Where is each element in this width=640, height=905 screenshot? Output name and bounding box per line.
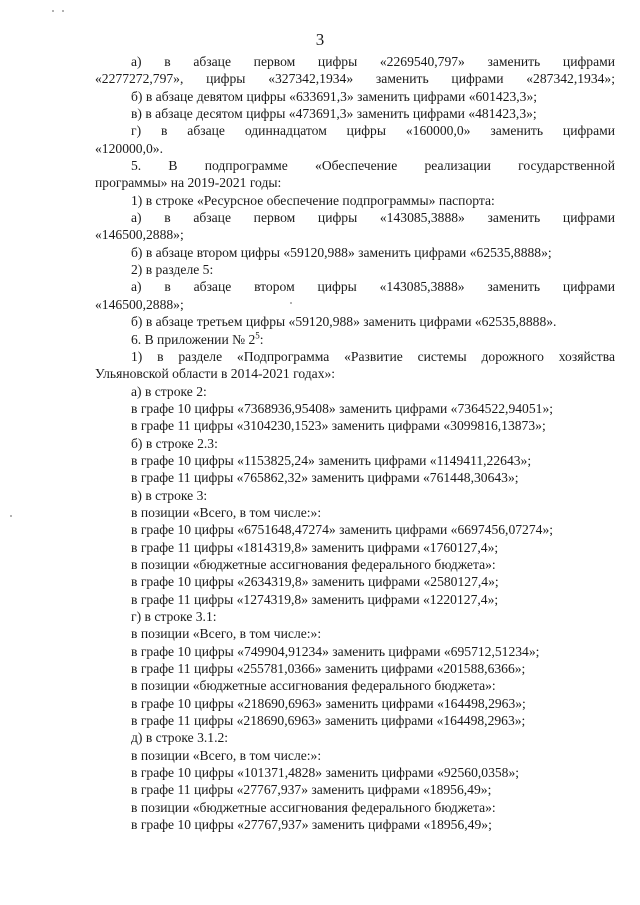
text-line: 1) в разделе «Подпрограмма «Развитие системы дорожного хозяйства [131,348,615,364]
text-line: 2) в разделе 5: [131,262,214,278]
scan-speck [290,302,292,304]
text-line: б) в строке 2.3: [131,435,218,451]
text-line: в графе 10 цифры «27767,937» заменить цифрами «18956,49»; [131,817,492,833]
text-line: в графе 11 цифры «765862,32» заменить цифрами «761448,30643»; [131,470,519,486]
text-line: в позиции «Всего, в том числе:»: [131,626,322,642]
text-line: г) в строке 3.1: [131,609,217,624]
text-line: программы» на 2019-2021 годы: [95,175,282,191]
text-line: в позиции «бюджетные ассигнования федерального бюджета»: [131,799,496,815]
text-line: в графе 11 цифры «1814319,8» заменить цифрами «1760127,4»; [131,539,499,555]
appendix-superscript: 5 [255,330,260,340]
text-line: б) в абзаце втором цифры «59120,988» заменить цифрами «62535,8888»; [131,244,552,260]
document-body [95,53,615,833]
text-line: «146500,2888»; [95,296,184,312]
text-line: а) в строке 2: [131,383,207,399]
scan-speck [62,10,64,12]
text-line: 6. В приложении № 2 [131,331,256,347]
text-line: в графе 10 цифры «2634319,8» заменить цифрами «2580127,4»; [131,574,499,590]
text-line: в графе 10 цифры «101371,4828» заменить цифрами «92560,0358»; [131,765,520,781]
text-line: 1) в строке «Ресурсное обеспечение подпрограммы» паспорта: [131,192,495,208]
appendix-suffix: : [259,331,264,347]
text-line: д) в строке 3.1.2: [131,730,229,746]
text-line: в позиции «бюджетные ассигнования федерального бюджета»: [131,678,496,694]
text-line: а) в абзаце первом цифры «2269540,797» заменить цифрами [131,54,615,69]
text-line: в) в строке 3: [131,487,208,503]
text-line: в позиции «Всего, в том числе:»: [131,747,322,763]
text-line: в позиции «Всего, в том числе:»: [131,504,322,520]
text-line: в графе 10 цифры «749904,91234» заменить цифрами «695712,51234»; [131,643,540,659]
text-line: б) в абзаце девятом цифры «633691,3» заменить цифрами «601423,3»; [131,88,538,104]
scan-speck [52,10,54,12]
text-line: в графе 10 цифры «6751648,47274» заменить цифрами «6697456,07274»; [131,522,554,538]
text-line: «146500,2888»; [95,227,184,243]
text-line: в позиции «бюджетные ассигнования федерального бюджета»: [131,556,496,572]
text-line: в графе 10 цифры «1153825,24» заменить цифрами «1149411,22643»; [131,452,532,468]
text-line: «120000,0». [95,140,163,156]
text-line: 5. В подпрограмме «Обеспечение реализации государственной [131,158,615,174]
text-line: а) в абзаце втором цифры «143085,3888» заменить цифрами [131,279,615,295]
scan-speck [10,515,12,517]
text-line: в графе 10 цифры «7368936,95408» заменить цифрами «7364522,94051»; [131,400,554,416]
text-line: г) в абзаце одиннадцатом цифры «160000,0» заменить цифрами [131,123,615,139]
text-line: в графе 10 цифры «218690,6963» заменить цифрами «164498,2963»; [131,695,526,711]
text-line: б) в абзаце третьем цифры «59120,988» заменить цифрами «62535,8888». [131,314,557,330]
text-line: в графе 11 цифры «255781,0366» заменить цифрами «201588,6366»; [131,661,526,677]
text-line: в графе 11 цифры «3104230,1523» заменить цифрами «3099816,13873»; [131,418,546,434]
text-line: «2277272,797», цифры «327342,1934» заменить цифрами «287342,1934»; [95,71,615,87]
text-line: а) в абзаце первом цифры «143085,3888» заменить цифрами [131,210,615,226]
text-line: Ульяновской области в 2014-2021 годах»: [95,366,336,382]
text-line: в) в абзаце десятом цифры «473691,3» заменить цифрами «481423,3»; [131,106,537,122]
text-line: в графе 11 цифры «27767,937» заменить цифрами «18956,49»; [131,782,492,798]
appendix-heading-line [95,331,615,348]
text-line: в графе 11 цифры «1274319,8» заменить цифрами «1220127,4»; [131,591,499,607]
page-number: 3 [315,30,325,49]
text-line: в графе 11 цифры «218690,6963» заменить цифрами «164498,2963»; [131,713,526,729]
